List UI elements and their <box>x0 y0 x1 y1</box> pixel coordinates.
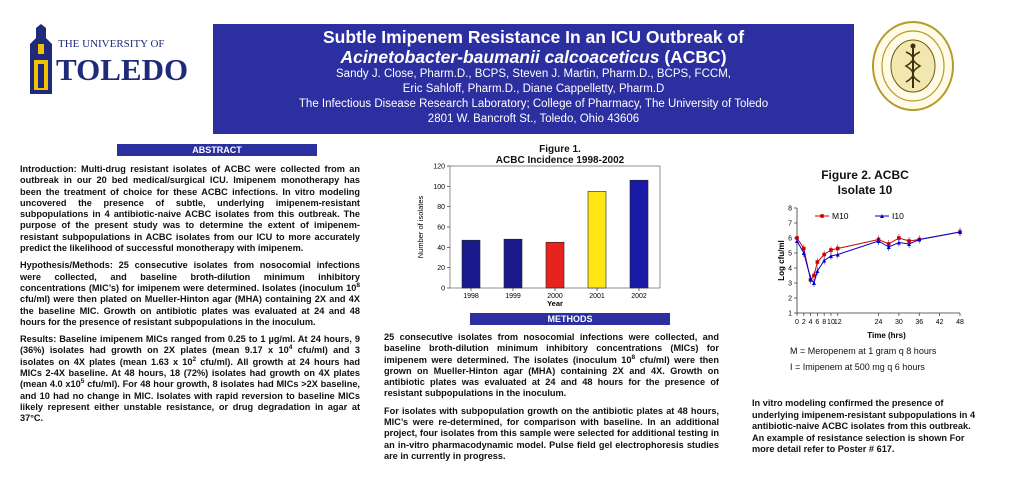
y-tick-label: 80 <box>437 204 445 212</box>
x-axis-label: Time (hrs) <box>867 331 906 340</box>
data-point-M10 <box>816 260 820 264</box>
figure1-title-line1: Figure 1. <box>539 144 581 155</box>
affiliation: The Infectious Disease Research Laboratory; College of Pharmacy, The University of Toledo <box>298 98 769 110</box>
x-tick-label: 8 <box>822 319 827 326</box>
abstract-methods: Hypothesis/Methods: 25 consecutive isolates from nosocomial infections were collected, and baseline broth-dilution minimum inhibitory concentrations (MIC’s) for imipenem were determined. Isolates (inoculum $10^8$ cfu/ml) were then plated on Mueller-Hinton agar (MHA) containing 2X and 4X the baseline MIC. Growth on antibiotic plates was evaluated at 24 and 48 hours for the presence of resistant subpopulations in the inoculum. <box>20 260 360 327</box>
x-tick-label: 36 <box>915 319 924 326</box>
x-tick-label: 30 <box>894 319 903 326</box>
y-tick-label: 1 <box>788 310 792 318</box>
figure2-title-line2: Isolate 10 <box>837 183 893 197</box>
x-tick-label: 6 <box>815 319 820 326</box>
legend-label-M10: M10 <box>832 211 849 221</box>
figure2-key-imipenem: I = Imipenem at 500 mg q 6 hours <box>790 362 925 372</box>
title-organism: Acinetobacter-baumanii calcoaceticus <box>340 47 660 67</box>
tower-icon <box>30 24 52 94</box>
bar-2001 <box>588 191 606 288</box>
x-tick-label: 10 <box>827 319 835 326</box>
incidence-bar-chart <box>405 160 670 310</box>
university-logo <box>8 14 208 104</box>
y-tick-label: 3 <box>788 280 792 288</box>
y-tick-label: 2 <box>788 295 792 303</box>
x-tick-label: 1998 <box>463 293 479 300</box>
y-tick-label: 5 <box>788 250 792 258</box>
title-banner <box>213 24 854 134</box>
y-tick-label: 100 <box>433 183 445 191</box>
logo-line1: THE UNIVERSITY OF <box>58 38 165 50</box>
data-point-M10 <box>829 248 833 252</box>
bar-2000 <box>546 242 564 288</box>
title-suffix: (ACBC) <box>659 47 727 67</box>
college-seal <box>870 20 956 112</box>
logo-line2: TOLEDO <box>56 52 189 87</box>
bar-1999 <box>504 239 522 288</box>
y-tick-label: 6 <box>788 235 792 243</box>
y-tick-label: 20 <box>437 265 445 273</box>
y-tick-label: 0 <box>441 285 445 293</box>
y-tick-label: 40 <box>437 244 445 252</box>
x-tick-label: 2001 <box>589 293 605 300</box>
y-tick-label: 120 <box>433 163 445 171</box>
y-axis-label: Number of isolates <box>416 195 425 259</box>
abstract-results: Results: Baseline imipenem MICs ranged from 0.25 to 1 µg/ml. At 24 hours, 9 (36%) isolates had growth on 2X plates (mean 9.17 x $10^4$ cfu/ml) and 3 isolates on 4X plates (mean 1.63 x $10^2$ cfu/ml). All growth at 24 hours had MICs 2-4X baseline. At 48 hours, 18 (72%) isolates had growth on 4X plates (mean 4.0 $x10^5$ cfu/ml). For 48 hour growth, 8 isolates had MICs >2X baseline, and 10 had no change in MIC. Isolates with rapid reversion to baseline MICs likely represent either unstable resistance, or drug degradation in agar at 37°C. <box>20 334 361 424</box>
authors-line1: Sandy J. Close, Pharm.D., BCPS, Steven J. Martin, Pharm.D., BCPS, FCCM, <box>336 68 731 80</box>
x-tick-label: 2 <box>801 319 806 326</box>
legend-marker-M10 <box>820 214 824 218</box>
x-tick-label: 0 <box>795 319 799 326</box>
y-tick-label: 8 <box>788 205 792 213</box>
figure1-title-line2: ACBC Incidence 1998-2002 <box>495 155 625 166</box>
figure2-title <box>800 168 930 198</box>
data-point-M10 <box>836 247 840 251</box>
x-tick-label: 48 <box>956 319 964 326</box>
x-tick-label: 1999 <box>505 293 521 300</box>
abstract-heading: ABSTRACT <box>117 144 317 156</box>
authors-line2: Eric Sahloff, Pharm.D., Diane Cappelletty, Pharm.D <box>402 83 665 95</box>
data-point-M10 <box>822 253 826 257</box>
bar-2002 <box>630 180 648 288</box>
address: 2801 W. Bancroft St., Toledo, Ohio 43606 <box>427 113 640 125</box>
x-tick-label: 2002 <box>631 293 647 300</box>
methods-paragraph2: For isolates with subpopulation growth on the antibiotic plates at 48 hours, MIC’s were re-determined, for comparison with baseline. In an additional project, four isolates from this sample were selected for additional testing in an in-vitro pharmacodynamic model. Pulse field gel electrophoresis studies are in currently in progress. <box>384 405 719 461</box>
x-axis-label: Year <box>547 299 563 308</box>
figure2-title-line1: Figure 2. ACBC <box>821 168 909 182</box>
y-tick-label: 60 <box>437 224 445 232</box>
conclusion-text: In vitro modeling confirmed the presence of underlying imipenem-resistant subpopulations in 4 antibiotic-naive ACBC isolates from this outbreak. An example of resistance selection is shown For more detail refer to Poster # 617. <box>752 398 976 454</box>
x-tick-label: 4 <box>808 319 813 326</box>
y-axis-label: Log cfu/ml <box>777 240 786 281</box>
y-tick-label: 4 <box>788 265 792 273</box>
x-tick-label: 2000 <box>547 293 563 300</box>
abstract-introduction: Introduction: Multi-drug resistant isolates of ACBC were collected from an outbreak in our 20 bed medical/surgical ICU. Imipenem monotherapy has been the treatment of choice for these ACBC infections. In vitro modeling uncovered the presence of subtle, underlying imipenem-resistant subpopulations in 4 antibiotic-naive ACBC isolates from this outbreak. The purpose of the present study was to determine the extent of imipenem-resistant subpopulations in ACBC isolates from our ICU to more accurately predict the likelihood of successful monotherapy with imipenem. <box>20 164 360 254</box>
figure2-key-meropenem: M = Meropenem at 1 gram q 8 hours <box>790 346 937 356</box>
methods-paragraph1: 25 consecutive isolates from nosocomial infections were collected, and baseline broth-dilution minimum inhibitory concentrations (MICs) for imipenem were determined. The isolates (inoculum $10^8$ cfu/ml) were then grown on Mueller-Hinton agar (MHA) containing 2X and 4X. Growth on antibiotic plates was evaluated at 24 and 48 hours for the presence of resistant subpopulations in the inoculum. <box>384 332 719 399</box>
y-tick-label: 7 <box>788 220 792 228</box>
bar-1998 <box>462 240 480 288</box>
x-tick-label: 12 <box>833 319 842 326</box>
title-line1: Subtle Imipenem Resistance In an ICU Outbreak of <box>322 27 745 47</box>
methods-body <box>384 332 719 468</box>
x-tick-label: 24 <box>874 319 883 326</box>
abstract-body <box>20 164 360 431</box>
title-line2 <box>213 47 854 67</box>
legend-label-I10: I10 <box>892 211 904 221</box>
methods-heading: METHODS <box>470 313 670 325</box>
data-point-M10 <box>812 274 816 278</box>
time-kill-line-chart <box>775 198 970 343</box>
x-tick-label: 42 <box>935 319 944 326</box>
